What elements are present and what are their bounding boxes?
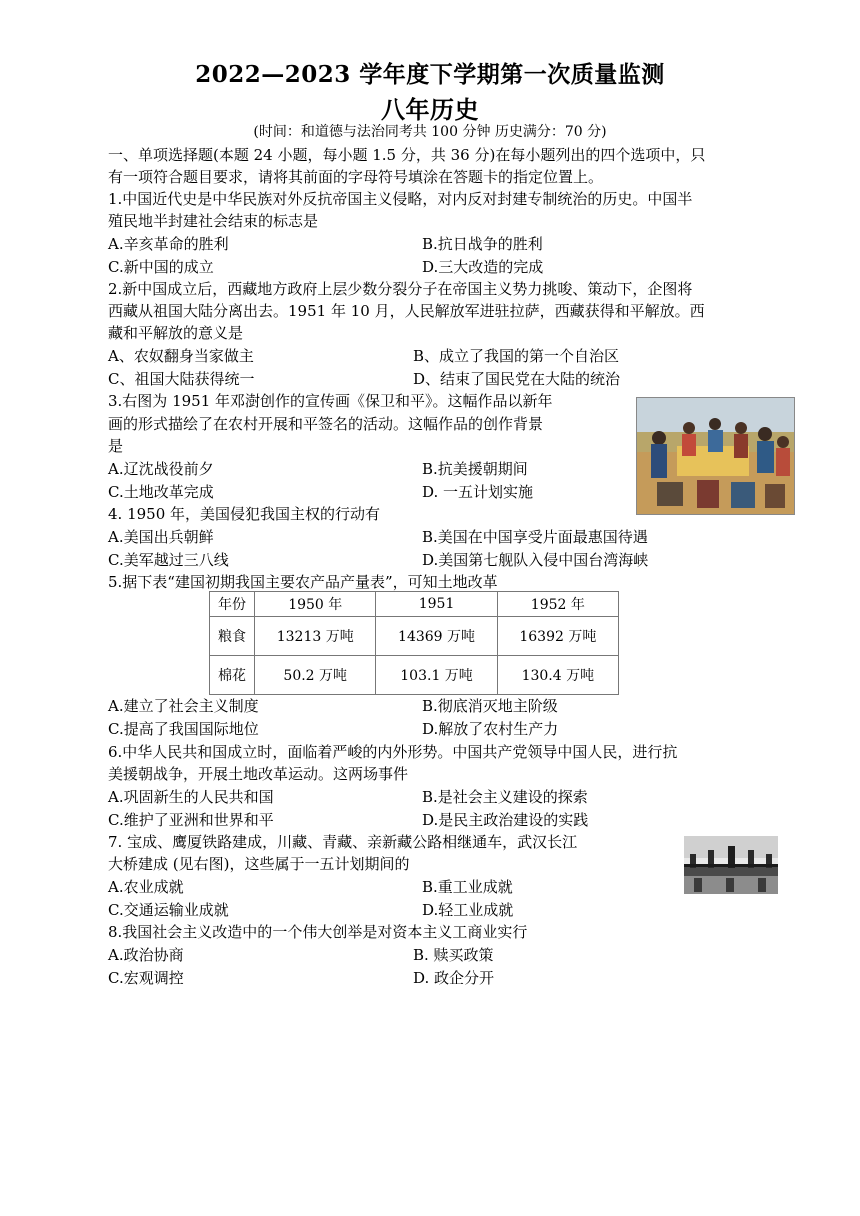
exam-info: (时间：和道德与法治同考共 100 分钟 历史满分：70 分) <box>253 124 607 140</box>
q6-option-c: C.维护了亚洲和世界和平 <box>108 811 274 829</box>
q4-option-c: C.美军越过三八线 <box>108 551 229 569</box>
table-cell: 50.2 万吨 <box>255 656 376 695</box>
q7-stem-line1: 7. 宝成、鹰厦铁路建成，川藏、青藏、亲新藏公路相继通车，武汉长江 <box>108 833 578 851</box>
q4-option-a: A.美国出兵朝鲜 <box>108 528 214 546</box>
q1-option-d: D.三大改造的完成 <box>422 258 544 276</box>
table-cell: 130.4 万吨 <box>497 656 618 695</box>
section-instructions-line2: 有一项符合题目要求，请将其前面的字母符号填涂在答题卡的指定位置上。 <box>108 168 604 186</box>
table-cell: 14369 万吨 <box>376 617 497 656</box>
q8-option-a: A.政治协商 <box>108 946 184 964</box>
exam-title: 2022—2023 学年度下学期第一次质量监测 <box>195 61 665 88</box>
q8-stem-line1: 8.我国社会主义改造中的一个伟大创举是对资本主义工商业实行 <box>108 923 528 941</box>
table-header-row <box>210 592 619 617</box>
bridge-illustration <box>684 836 778 894</box>
q6-stem-line2: 美援朝战争，开展土地改革运动。这两场事件 <box>108 765 409 783</box>
q3-option-c: C.土地改革完成 <box>108 483 214 501</box>
q1-option-c: C.新中国的成立 <box>108 258 214 276</box>
table-cell: 13213 万吨 <box>255 617 376 656</box>
q6-stem-line1: 6.中华人民共和国成立时，面临着严峻的内外形势。中国共产党领导中国人民，进行抗 <box>108 743 678 761</box>
q6-option-a: A.巩固新生的人民共和国 <box>108 788 274 806</box>
q3-option-b: B.抗美援朝期间 <box>422 460 528 478</box>
q5-option-a: A.建立了社会主义制度 <box>108 697 259 715</box>
q2-option-a: A、农奴翻身当家做主 <box>108 347 254 365</box>
q6-option-b: B.是社会主义建设的探索 <box>422 788 588 806</box>
q6-option-d: D.是民主政治建设的实践 <box>422 811 589 829</box>
table-cell: 棉花 <box>210 656 255 695</box>
table-header-cell: 年份 <box>210 592 255 617</box>
q5-option-c: C.提高了我国国际地位 <box>108 720 259 738</box>
table-row <box>210 617 619 656</box>
q3-option-a: A.辽沈战役前夕 <box>108 460 214 478</box>
section-instructions-line1: 一、单项选择题(本题 24 小题，每小题 1.5 分，共 36 分)在每小题列出的四个选项中，只 <box>108 146 706 164</box>
table-header-cell: 1951 <box>376 592 497 617</box>
table-cell: 粮食 <box>210 617 255 656</box>
wuhan-bridge-photo <box>684 836 778 894</box>
table-row <box>210 656 619 695</box>
q7-stem-line2: 大桥建成 (见右图)，这些属于一五计划期间的 <box>108 855 410 873</box>
produce-table <box>209 591 619 695</box>
q8-option-b: B. 赎买政策 <box>413 946 494 964</box>
q2-stem-line3: 藏和平解放的意义是 <box>108 324 244 342</box>
q2-option-c: C、祖国大陆获得统一 <box>108 370 255 388</box>
table-header-cell: 1950 年 <box>255 592 376 617</box>
q2-option-b: B、成立了我国的第一个自治区 <box>413 347 620 365</box>
q5-option-d: D.解放了农村生产力 <box>422 720 559 738</box>
q1-stem-line1: 1.中国近代史是中华民族对外反抗帝国主义侵略，对内反对封建专制统治的历史。中国半 <box>108 190 693 208</box>
q7-option-c: C.交通运输业成就 <box>108 901 229 919</box>
q4-stem-line1: 4. 1950 年，美国侵犯我国主权的行动有 <box>108 505 381 523</box>
q5-stem-line1: 5.据下表“建国初期我国主要农产品产量表”，可知土地改革 <box>108 573 498 591</box>
q4-option-d: D.美国第七舰队入侵中国台湾海峡 <box>422 551 649 569</box>
q3-stem-line3: 是 <box>108 437 124 455</box>
q8-option-d: D. 政企分开 <box>413 969 495 987</box>
q4-option-b: B.美国在中国享受片面最惠国待遇 <box>422 528 648 546</box>
q3-option-d: D. 一五计划实施 <box>422 483 534 501</box>
q2-option-d: D、结束了国民党在大陆的统治 <box>413 370 621 388</box>
painting-illustration <box>637 398 794 514</box>
table-header-cell: 1952 年 <box>497 592 618 617</box>
exam-subject: 八年历史 <box>381 95 479 124</box>
q2-stem-line2: 西藏从祖国大陆分离出去。1951 年 10 月，人民解放军进驻拉萨，西藏获得和平解放。西 <box>108 302 705 320</box>
q5-option-b: B.彻底消灭地主阶级 <box>422 697 558 715</box>
q1-option-a: A.辛亥革命的胜利 <box>108 235 229 253</box>
q7-option-b: B.重工业成就 <box>422 878 513 896</box>
table-cell: 16392 万吨 <box>497 617 618 656</box>
q3-stem-line1: 3.右图为 1951 年邓澍创作的宣传画《保卫和平》。这幅作品以新年 <box>108 392 553 410</box>
q2-stem-line1: 2.新中国成立后，西藏地方政府上层少数分裂分子在帝国主义势力挑唆、策动下，企图将 <box>108 280 693 298</box>
q8-option-c: C.宏观调控 <box>108 969 184 987</box>
q1-option-b: B.抗日战争的胜利 <box>422 235 543 253</box>
q1-stem-line2: 殖民地半封建社会结束的标志是 <box>108 212 319 230</box>
q3-stem-line2: 画的形式描绘了在农村开展和平签名的活动。这幅作品的创作背景 <box>108 415 544 433</box>
q7-option-d: D.轻工业成就 <box>422 901 514 919</box>
peace-poster-painting <box>636 397 795 515</box>
table-cell: 103.1 万吨 <box>376 656 497 695</box>
q7-option-a: A.农业成就 <box>108 878 184 896</box>
